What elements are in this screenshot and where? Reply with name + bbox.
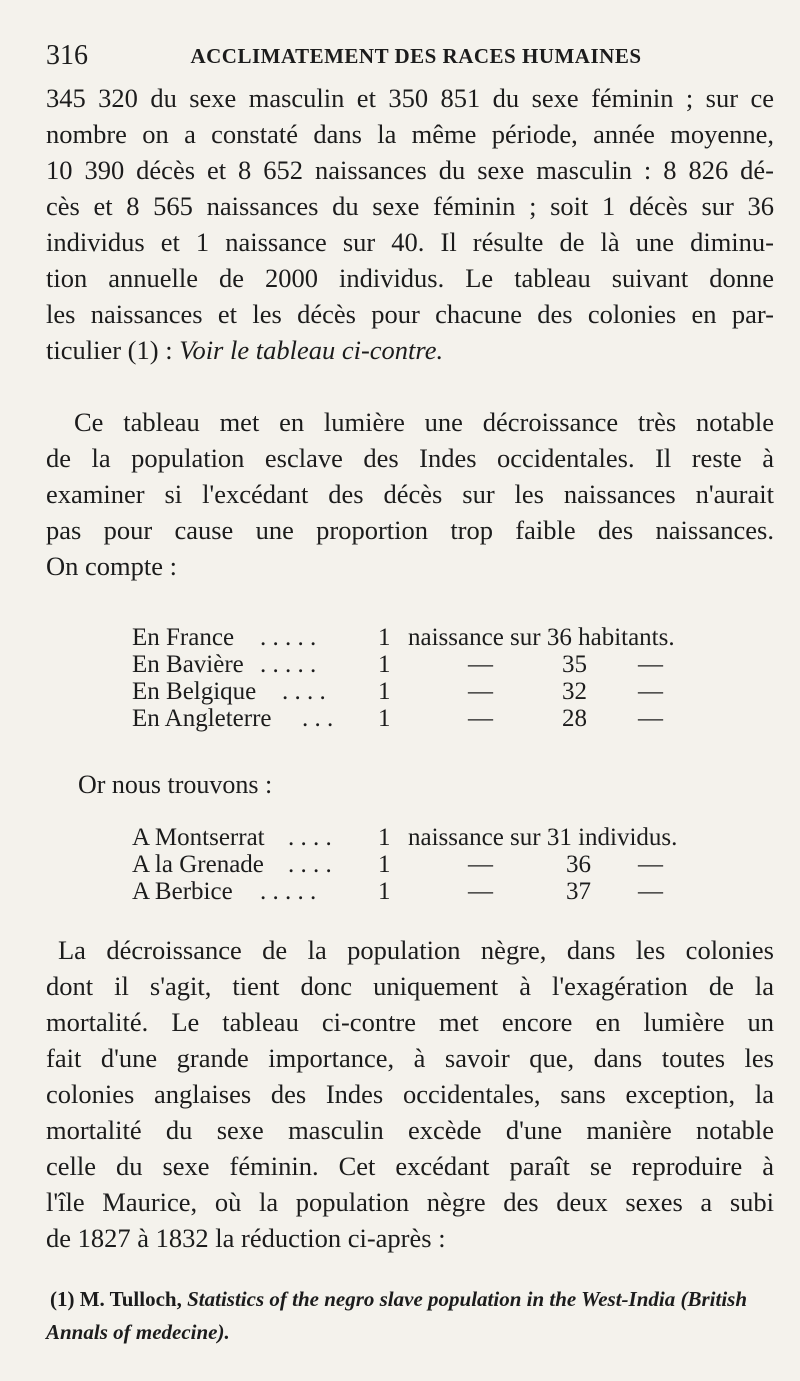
paragraph-3 [46,932,774,1256]
rate-number: 36 [566,851,591,878]
text-line: l'île Maurice, où la population nègre des deux sexes a subi [46,1187,774,1217]
table-row [132,651,732,678]
ditto-dash: — [638,678,663,705]
ditto-dash: — [638,705,663,732]
leader-dots: . . . . [288,851,332,878]
leader-dots: . . . . . [260,651,317,678]
text-line: nombre on a constaté dans la même période, année moyenne, [46,119,774,149]
place-name: A Berbice [132,878,233,905]
table-row [132,678,732,705]
rate-number: 32 [562,678,587,705]
place-name: A la Grenade [132,851,264,878]
leader-dots: . . . . . [260,878,317,905]
text-line: celle du sexe féminin. Cet excédant paraît se reproduire à [46,1151,774,1181]
ditto-dash: — [468,705,493,732]
text-line: de la population esclave des Indes occidentales. Il reste à [46,443,774,473]
place-name: En Angleterre [132,705,272,732]
count: 1 [378,624,391,651]
table-row [132,851,732,878]
count: 1 [378,824,391,851]
table-row [132,878,732,905]
ditto-dash: — [468,678,493,705]
text-line: individus et 1 naissance sur 40. Il résulte de là une diminu- [46,227,774,257]
leader-dots: . . . . . [260,624,317,651]
text-line: La décroissance de la population nègre, dans les colonies [58,935,774,965]
text-line: cès et 8 565 naissances du sexe féminin ; soit 1 décès sur 36 [46,191,774,221]
text-line: 345 320 du sexe masculin et 350 851 du sexe féminin ; sur ce [46,83,774,113]
rate-number: 35 [562,651,587,678]
table-row [132,624,732,651]
count: 1 [378,878,391,905]
birth-rate-table-colonies [132,824,732,905]
ditto-dash: — [468,878,493,905]
rate-text: naissance sur 36 habitants. [408,624,675,651]
count: 1 [378,651,391,678]
place-name: En Belgique [132,678,257,705]
text-line: pas pour cause une proportion trop faible des naissances. [46,515,774,545]
page-number: 316 [46,40,88,71]
text-line: de 1827 à 1832 la réduction ci-après : [46,1223,446,1253]
ditto-dash: — [638,651,663,678]
ditto-dash: — [468,651,493,678]
birth-rate-table-europe [132,624,732,732]
place-name: A Montserrat [132,824,265,851]
text-line: colonies anglaises des Indes occidentales, sans exception, la [46,1079,774,1109]
text-line: tion annuelle de 2000 individus. Le tableau suivant donne [46,263,774,293]
text-line: 10 390 décès et 8 652 naissances du sexe masculin : 8 826 dé- [46,155,774,185]
count: 1 [378,705,391,732]
leader-dots: . . . . [282,678,326,705]
text-line: fait d'une grande importance, à savoir que, dans toutes les [46,1043,774,1073]
text-line: On compte : [46,551,177,581]
leader-dots: . . . . [288,824,332,851]
ditto-dash: — [638,878,663,905]
paragraph-2 [46,404,774,584]
table-row [132,705,732,732]
count: 1 [378,678,391,705]
text-line: mortalité. Le tableau ci-contre met encore en lumière un [46,1007,774,1037]
place-name: En Bavière [132,651,244,678]
count: 1 [378,851,391,878]
footnote-source: (British Annals of medecine). [46,1287,748,1344]
rate-number: 28 [562,705,587,732]
or-nous-trouvons: Or nous trouvons : [78,770,273,799]
text-fragment: ticulier (1) : [46,335,180,365]
text-line-italic-ref [46,332,774,368]
place-name: En France [132,624,235,651]
page-header [46,40,786,80]
paragraph-1 [46,80,774,368]
ditto-dash: — [638,851,663,878]
italic-reference: Voir le tableau ci-contre. [179,335,444,365]
text-line: examiner si l'excédant des décès sur les naissances n'aurait [46,479,774,509]
text-line: dont il s'agit, tient donc uniquement à l'exagération de la [46,971,774,1001]
leader-dots: . . . [302,705,334,732]
text-line: les naissances et les décès pour chacune des colonies en par- [46,299,774,329]
text-line: mortalité du sexe masculin excède d'une manière notable [46,1115,774,1145]
footnote-title: Statistics of the negro slave population in the West-India [187,1287,676,1311]
ditto-dash: — [468,851,493,878]
footnote-marker: (1) M. Tulloch, [50,1287,182,1311]
running-title: ACCLIMATEMENT DES RACES HUMAINES [190,44,642,68]
rate-text: naissance sur 31 individus. [408,824,678,851]
footnote [46,1283,776,1349]
text-line: Ce tableau met en lumière une décroissance très notable [74,407,774,437]
table-row [132,824,732,851]
rate-number: 37 [566,878,591,905]
